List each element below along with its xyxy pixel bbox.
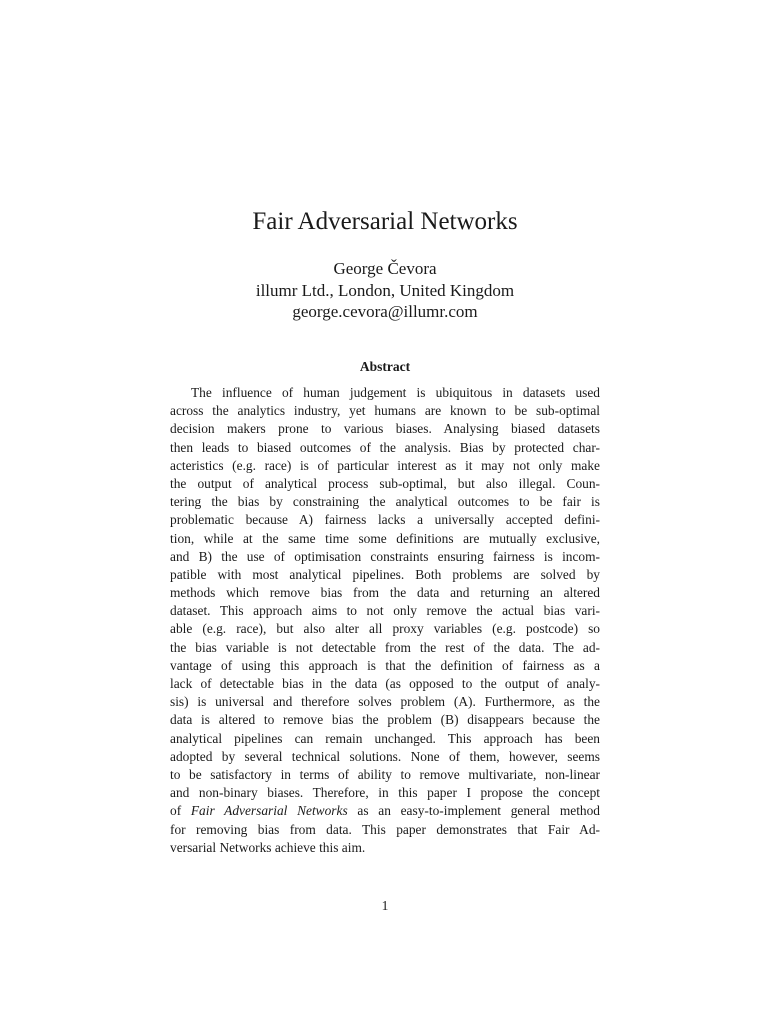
abstract-line: able (e.g. race), but also alter all proxy variables (e.g. postcode) so [170,621,600,637]
author-affiliation: illumr Ltd., London, United Kingdom [255,280,515,300]
abstract-line: versarial Networks achieve this aim. [170,839,366,855]
abstract-line: sis) is universal and therefore solves problem (A). Furthermore, as the [170,694,600,710]
abstract-line: adopted by several technical solutions. None of them, however, seems [170,748,600,764]
abstract-text: as an easy-to-implement general method [347,803,600,819]
paper-title: Fair Adversarial Networks [252,208,518,235]
abstract-line: decision makers prone to various biases. Analysing biased datasets [170,421,600,437]
abstract-body [170,384,600,857]
abstract-line: data is altered to remove bias the problem (B) disappears because the [170,712,600,728]
abstract-emphasis-fan: Fair Adversarial Networks [190,803,348,819]
abstract-line: tering the bias by constraining the analytical outcomes to be fair is [170,494,600,510]
page-number: 1 [381,898,389,913]
abstract-line: acteristics (e.g. race) is of particular interest as it may not only make [170,457,600,473]
abstract-line: the output of analytical process sub-optimal, but also illegal. Coun- [170,475,600,491]
abstract-line: vantage of using this approach is that the definition of fairness as a [170,657,600,673]
abstract-line: then leads to biased outcomes of the analysis. Bias by protected char- [170,439,600,455]
author-email: george.cevora@illumr.com [292,302,478,321]
abstract-line: problematic because A) fairness lacks a universally accepted defini- [170,512,600,528]
abstract-line: for removing bias from data. This paper demonstrates that Fair Ad- [170,821,600,837]
abstract-line: to be satisfactory in terms of ability to remove multivariate, non-linear [170,766,600,782]
abstract-line: The influence of human judgement is ubiquitous in datasets used [191,385,600,400]
abstract-line: and non-binary biases. Therefore, in this paper I propose the concept [170,785,600,801]
abstract-line: and B) the use of optimisation constraints ensuring fairness is incom- [170,548,600,564]
abstract-line: tion, while at the same time some definitions are mutually exclusive, [170,530,600,546]
abstract-text: of [170,803,191,819]
abstract-line-with-emphasis [170,802,600,820]
abstract-line: analytical pipelines can remain unchanged. This approach has been [170,730,600,746]
abstract-line: dataset. This approach aims to not only remove the actual bias vari- [170,603,600,619]
abstract-line: lack of detectable bias in the data (as opposed to the output of analy- [170,676,600,691]
abstract-line: the bias variable is not detectable from the rest of the data. The ad- [170,639,600,655]
abstract-heading: Abstract [359,359,411,374]
abstract-line: patible with most analytical pipelines. Both problems are solved by [170,566,600,582]
abstract-line: across the analytics industry, yet humans are known to be sub-optimal [170,403,600,419]
author-block [0,258,770,323]
author-name: George Čevora [333,259,437,278]
abstract-line: methods which remove bias from the data and returning an altered [170,585,600,601]
